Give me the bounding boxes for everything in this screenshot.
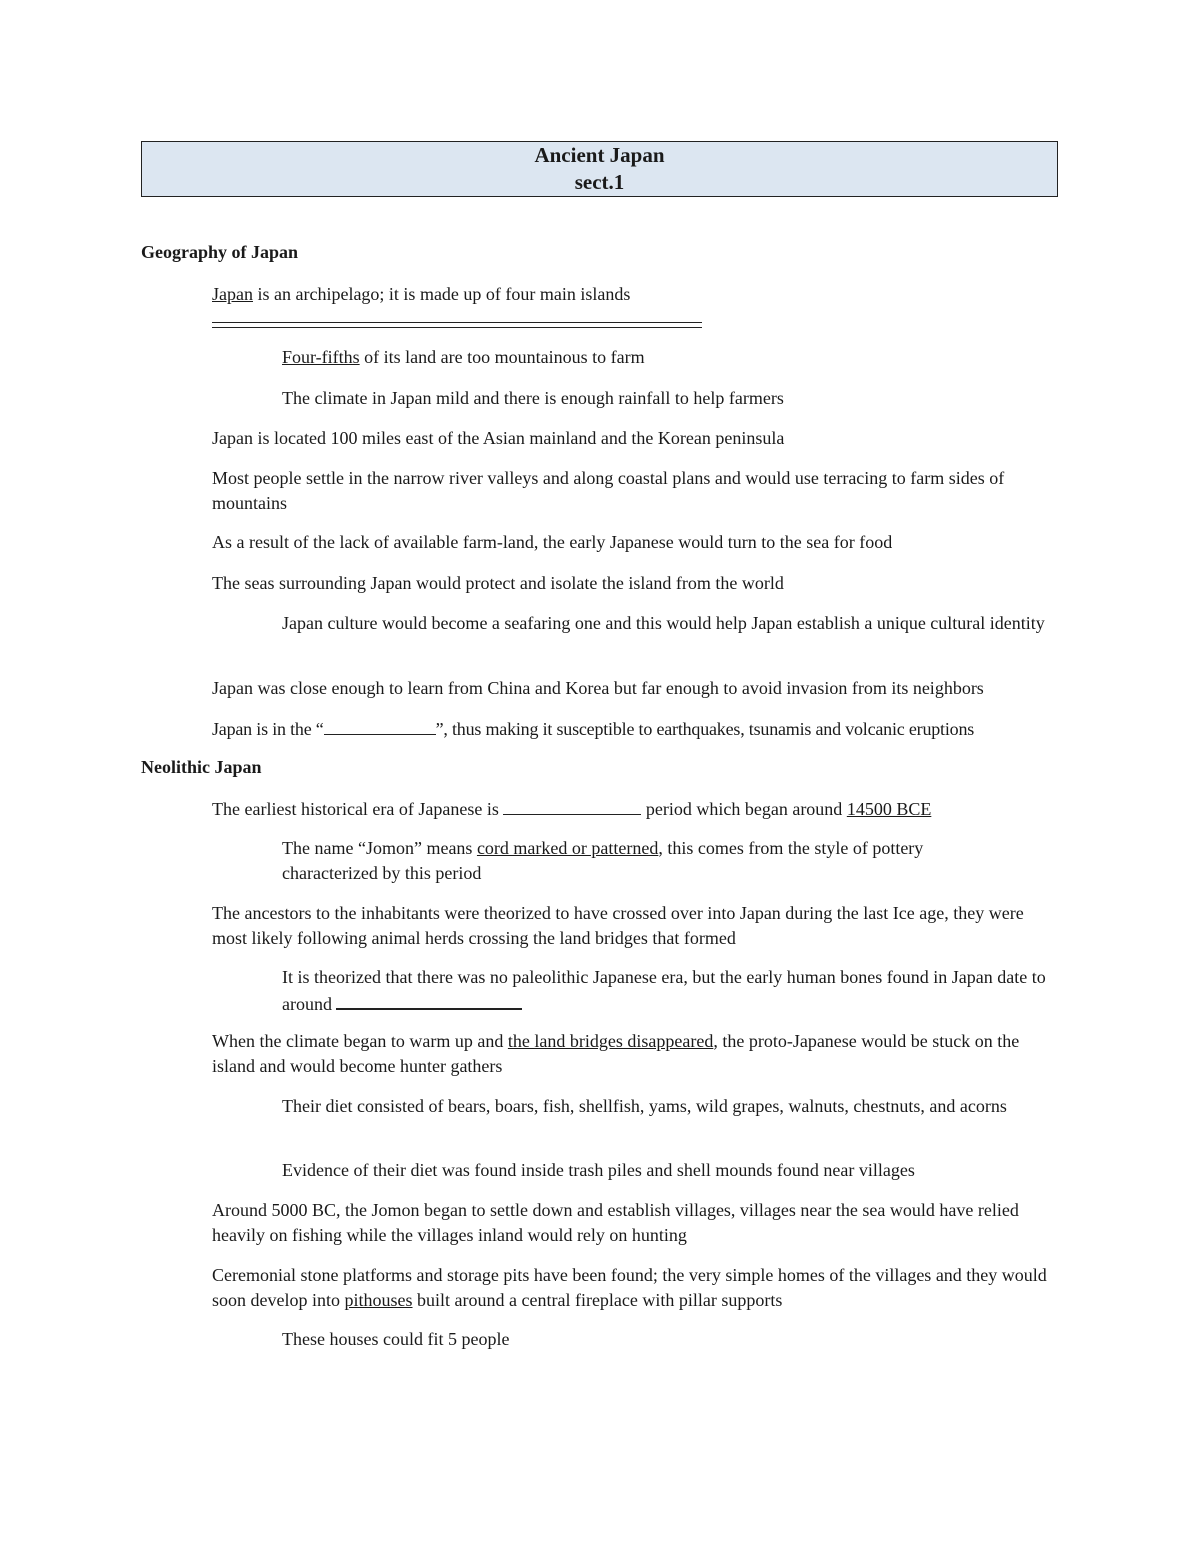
list-item: Evidence of their diet was found inside trash piles and shell mounds found near villages bbox=[282, 1160, 915, 1180]
document-subtitle: sect.1 bbox=[574, 170, 625, 194]
list-item: Japan is an archipelago; it is made up of four main islands bbox=[212, 284, 631, 304]
fill-in-blank bbox=[336, 990, 522, 1010]
section-heading-neolithic: Neolithic Japan bbox=[141, 757, 262, 777]
title-box bbox=[141, 141, 1058, 197]
list-item: The climate in Japan mild and there is enough rainfall to help farmers bbox=[282, 388, 784, 408]
list-item: Their diet consisted of bears, boars, fish, shellfish, yams, wild grapes, walnuts, chestnuts, and acorns bbox=[282, 1096, 1007, 1116]
section-heading-geography: Geography of Japan bbox=[141, 242, 299, 262]
list-item: As a result of the lack of available farm-land, the early Japanese would turn to the sea for food bbox=[212, 532, 893, 552]
list-item: Japan was close enough to learn from China and Korea but far enough to avoid invasion from its neighbors bbox=[212, 678, 984, 698]
fill-in-blank bbox=[503, 796, 641, 815]
list-item: Japan culture would become a seafaring one and this would help Japan establish a unique cultural identity bbox=[282, 613, 1045, 633]
list-item: Ceremonial stone platforms and storage pits have been found; the very simple homes of the villages and they would soon develop into pithouses built around a central fireplace with pillar supports bbox=[212, 1265, 1047, 1310]
list-item: Most people settle in the narrow river valleys and along coastal plans and would use terracing to farm sides of mountains bbox=[212, 468, 1005, 513]
list-item: Around 5000 BC, the Jomon began to settle down and establish villages, villages near the sea would have relied heavily on fishing while the villages inland would rely on hunting bbox=[212, 1200, 1019, 1245]
document-title: Ancient Japan bbox=[534, 143, 665, 167]
list-item: It is theorized that there was no paleolithic Japanese era, but the early human bones found in Japan date to around bbox=[282, 967, 1046, 1014]
list-item: Japan is in the “ ”, thus making it susceptible to earthquakes, tsunamis and volcanic eruptions bbox=[212, 716, 1072, 742]
list-item: These houses could fit 5 people bbox=[282, 1329, 510, 1349]
fill-in-blank bbox=[324, 716, 436, 735]
list-item: Japan is located 100 miles east of the Asian mainland and the Korean peninsula bbox=[212, 428, 785, 448]
double-underline-blank bbox=[212, 322, 702, 328]
list-item: The seas surrounding Japan would protect and isolate the island from the world bbox=[212, 573, 784, 593]
list-item: The name “Jomon” means cord marked or patterned, this comes from the style of pottery characterized by this period bbox=[282, 838, 924, 883]
list-item: When the climate began to warm up and the land bridges disappeared, the proto-Japanese would be stuck on the island and would become hunter gathers bbox=[212, 1031, 1020, 1076]
list-item: The ancestors to the inhabitants were theorized to have crossed over into Japan during the last Ice age, they were most likely following animal herds crossing the land bridges that formed bbox=[212, 903, 1024, 948]
list-item: The earliest historical era of Japanese is period which began around 14500 BCE bbox=[212, 796, 1062, 822]
list-item: Four-fifths of its land are too mountainous to farm bbox=[282, 347, 645, 367]
